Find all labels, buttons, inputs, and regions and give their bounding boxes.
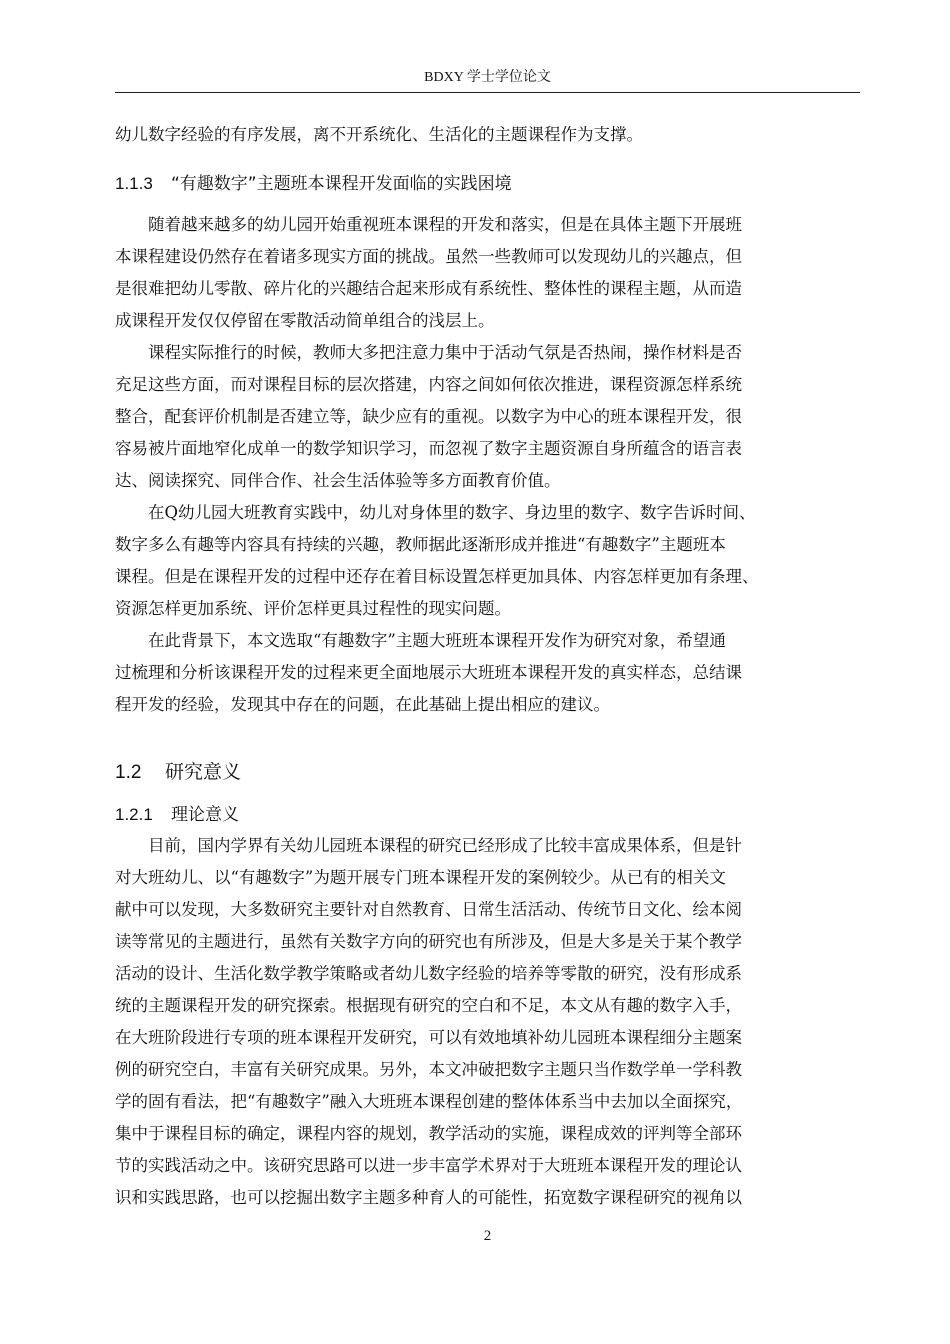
body-line: 献中可以发现，大多数研究主要针对自然教育、日常生活活动、传统节日文化、绘本阅 (115, 900, 742, 919)
body-line: 目前，国内学界有关幼儿园班本课程的研究已经形成了比较丰富成果体系，但是针 (148, 836, 742, 855)
body-line: 充足这些方面，而对课程目标的层次搭建，内容之间如何依次推进，课程资源怎样系统 (115, 375, 742, 394)
heading-1-2 (115, 756, 860, 788)
body-line: 过梳理和分析该课程开发的过程来更全面地展示大班班本课程开发的真实样态，总结课 (115, 663, 742, 682)
heading-number: 1.1.3 (115, 174, 153, 193)
heading-1-2-1 (115, 799, 860, 831)
body-line: 达、阅读探究、同伴合作、社会生活体验等多方面教育价值。 (115, 471, 561, 490)
body-line: 幼儿数字经验的有序发展，离不开系统化、生活化的主题课程作为支撑。 (115, 125, 643, 144)
heading-number: 1.2 (115, 762, 142, 783)
body-line: 本课程建设仍然存在着诸多现实方面的挑战。虽然一些教师可以发现幼儿的兴趣点，但 (115, 247, 742, 266)
body-line: 活动的设计、生活化数学教学策略或者幼儿数字经验的培养等零散的研究，没有形成系 (115, 964, 742, 983)
heading-text: 理论意义 (171, 805, 239, 825)
body-line: 容易被片面地窄化成单一的数学知识学习，而忽视了数字主题资源自身所蕴含的语言表 (115, 439, 742, 458)
body-line: 课程。但是在课程开发的过程中还存在着目标设置怎样更加具体、内容怎样更加有条理、 (115, 567, 759, 586)
body-line: 资源怎样更加系统、评价怎样更具过程性的现实问题。 (115, 599, 511, 618)
body-line: 整合，配套评价机制是否建立等，缺少应有的重视。以数字为中心的班本课程开发，很 (115, 407, 742, 426)
page-number: 2 (483, 1228, 492, 1244)
heading-text: 研究意义 (165, 761, 242, 783)
body-line: 数字多么有趣等内容具有持续的兴趣，教师据此逐渐形成并推进“有趣数字”主题班本 (115, 535, 726, 554)
header-rule (115, 92, 860, 93)
body-line: 例的研究空白，丰富有关研究成果。另外，本文冲破把数字主题只当作数学单一学科教 (115, 1060, 742, 1079)
body-line: 在Q幼儿园大班教育实践中，幼儿对身体里的数字、身边里的数字、数字告诉时间、 (148, 503, 756, 522)
heading-text: “有趣数字”主题班本课程开发面临的实践困境 (171, 174, 512, 194)
body-line: 在此背景下，本文选取“有趣数字”主题大班班本课程开发作为研究对象，希望通 (148, 631, 726, 650)
heading-1-1-3 (115, 168, 860, 200)
body-line: 学的固有看法，把“有趣数字”融入大班班本课程创建的整体体系当中去加以全面探究， (115, 1092, 743, 1111)
body-line: 成课程开发仅仅停留在零散活动简单组合的浅层上。 (115, 311, 495, 330)
body-line: 读等常见的主题进行，虽然有关数字方向的研究也有所涉及，但是大多是关于某个教学 (115, 932, 742, 951)
body-line: 是很难把幼儿零散、碎片化的兴趣结合起来形成有系统性、整体性的课程主题，从而造 (115, 279, 742, 298)
body-line: 统的主题课程开发的研究探索。根据现有研究的空白和不足，本文从有趣的数字入手， (115, 996, 742, 1015)
body-line: 课程实际推行的时候，教师大多把注意力集中于活动气氛是否热闹，操作材料是否 (148, 343, 742, 362)
body-line: 程开发的经验，发现其中存在的问题，在此基础上提出相应的建议。 (115, 695, 610, 714)
body-line: 节的实践活动之中。该研究思路可以进一步丰富学术界对于大班班本课程开发的理论认 (115, 1156, 742, 1175)
body-line: 在大班阶段进行专项的班本课程开发研究，可以有效地填补幼儿园班本课程细分主题案 (115, 1028, 742, 1047)
body-line: 集中于课程目标的确定，课程内容的规划，教学活动的实施，课程成效的评判等全部环 (115, 1124, 742, 1143)
running-header: BDXY 学士学位论文 (424, 70, 551, 85)
body-line: 识和实践思路，也可以挖掘出数字主题多种育人的可能性，拓宽数字课程研究的视角以 (115, 1188, 742, 1207)
body-line: 对大班幼儿、以“有趣数字”为题开展专门班本课程开发的案例较少。从已有的相关文 (115, 868, 726, 887)
heading-number: 1.2.1 (115, 805, 153, 824)
body-line: 随着越来越多的幼儿园开始重视班本课程的开发和落实，但是在具体主题下开展班 (148, 215, 742, 234)
